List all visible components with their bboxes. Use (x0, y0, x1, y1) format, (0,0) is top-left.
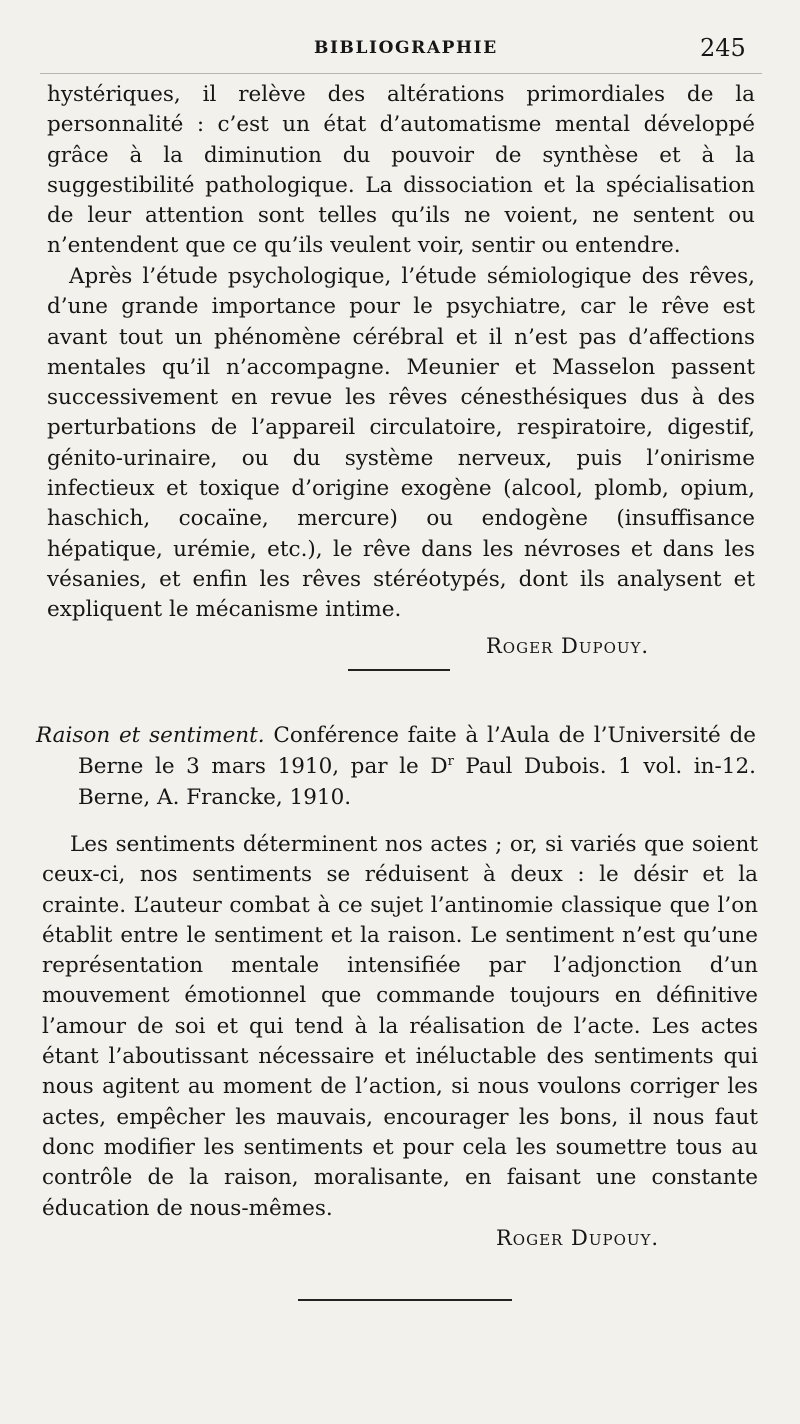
citation-title: Raison et sentiment. (36, 723, 265, 748)
signature-second-review: Roger Dupouy. (496, 1226, 660, 1250)
bibliographic-citation (36, 720, 756, 813)
citation-text-2: Paul Dubois. 1 vol. in-12. Berne, A. Francke, 1910. (78, 754, 756, 810)
paragraph-review-body: Les sentiments déterminent nos actes ; or, si variés que soient ceux-ci, nos sentiments se réduisent à deux : le désir et la crainte. L’auteur combat à ce sujet l’antinomie classique que l’on établit entre le sentiment et la raison. Le sentiment n’est qu’une représentation mentale intensifiée par l’adjonction d’un mouvement émotionnel que commande toujours en définitive l’amour de soi et qui tend à la réalisation de l’acte. Les actes étant l’aboutissant nécessaire et inéluctable des sentiments qui nous agitent au moment de l’action, si nous voulons corriger les actes, empêcher les mauvais, encourager les bons, il nous faut donc modifier les sentiments et pour cela les soumettre tous au contrôle de la raison, moralisante, en faisant une constante éducation de nous-mêmes. (42, 832, 758, 1221)
running-title: BIBLIOGRAPHIE (314, 38, 498, 58)
signature-first-review: Roger Dupouy. (486, 634, 650, 658)
page-header (0, 34, 800, 70)
page-number: 245 (700, 34, 746, 62)
paragraph-continuation: hystériques, il relève des altérations primordiales de la personnalité : c’est un état d’automatisme mental développé grâce à la diminution du pouvoir de synthèse et à la suggestibilité pathologique. La dissociation et la spécialisation de leur attention sont telles qu’ils ne voient, ne sentent ou n’entendent que ce qu’ils veulent voir, sentir ou entendre. (47, 82, 755, 259)
citation-superscript: r (447, 753, 454, 769)
header-rule (40, 73, 762, 74)
section-divider-short (348, 669, 450, 671)
paragraph-dreams-semiology: Après l’étude psychologique, l’étude sémiologique des rêves, d’une grande importance pour le psychiatre, car le rêve est avant tout un phénomène cérébral et il n’est pas d’affections mentales qu’il n’accompagne. Meunier et Masselon passent successivement en revue les rêves cénesthésiques dus à des perturbations de l’appareil circulatoire, respiratoire, digestif, génito-urinaire, ou du système nerveux, puis l’onirisme infectieux et toxique d’origine exogène (alcool, plomb, opium, haschich, cocaïne, mercure) ou endogène (insuffisance hépatique, urémie, etc.), le rêve dans les névroses et dans les vésanies, et enfin les rêves stéréotypés, dont ils analysent et expliquent le mécanisme intime. (47, 264, 755, 623)
citation-text-1: Conférence faite à l’Aula de l’Université de Berne le 3 mars 1910, par le D (78, 723, 756, 779)
section-divider-long (298, 1299, 512, 1301)
